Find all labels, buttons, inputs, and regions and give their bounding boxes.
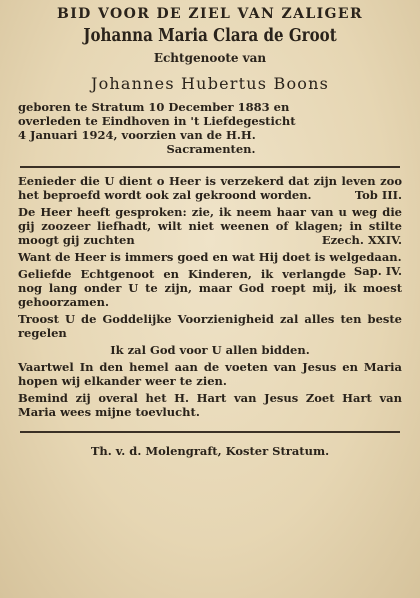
verses (18, 174, 402, 419)
verse-text: Troost U de Goddelijke Voorzienigheid zal alles ten beste regelen (18, 312, 402, 340)
bio-line: 4 Januari 1924, voorzien van de H.H. (18, 128, 256, 142)
printer-credit: Th. v. d. Molengraft, Koster Stratum. (90, 444, 330, 458)
verse (18, 174, 402, 202)
verse (18, 267, 402, 309)
bio-line: overleden te Eindhoven in 't Liefdegesticht (18, 114, 296, 128)
verse-text: Ik zal God voor U allen bidden. (110, 343, 310, 357)
verse-text: Geliefde Echtgenoot en Kinderen, ik verlangde nog lang onder U te zijn, maar God roept mij, ik moest gehoorzamen. (18, 267, 402, 309)
spouse-name: Johannes Hubertus Boons (90, 74, 330, 93)
verse-reference: Sap. IV. (353, 264, 402, 278)
verse-reference: Ezech. XXIV. (321, 233, 402, 247)
divider-top (20, 166, 400, 168)
card-header (14, 6, 406, 94)
verse-reference: Tob III. (354, 188, 402, 202)
verse-text: Vaartwel In den hemel aan de voeten van Jesus en Maria hopen wij elkander weer te zien. (18, 360, 402, 388)
deceased-name: Johanna Maria Clara de Groot (83, 26, 337, 46)
bio-line: Sacramenten. (166, 142, 256, 156)
card-heading: BID VOOR DE ZIEL VAN ZALIGER (57, 6, 363, 22)
bio-line: geboren te Stratum 10 December 1883 en (18, 100, 290, 114)
verse-text: Bemind zij overal het H. Hart van Jesus Zoet Hart van Maria wees mijne toevlucht. (18, 391, 402, 419)
verse-text: Eenieder die U dient o Heer is verzekerd dat zijn leven zoo het beproefd wordt ook zal gekroond worden. (18, 174, 402, 202)
verse (18, 312, 402, 340)
verse-text: De Heer heeft gesproken: zie, ik neem haar van u weg die gij zoozeer liefhadt, wilt niet weenen of klagen; in stilte moogt gij zuchten (18, 205, 402, 247)
verse (18, 391, 402, 419)
spouse-label: Echtgenoote van (153, 51, 267, 65)
verse (18, 205, 402, 247)
verse (18, 250, 402, 278)
verse (18, 343, 402, 357)
verse-text: Want de Heer is immers goed en wat Hij doet is welgedaan. (18, 250, 402, 264)
biography (18, 100, 404, 156)
verse (18, 360, 402, 388)
divider-bottom (20, 431, 400, 433)
